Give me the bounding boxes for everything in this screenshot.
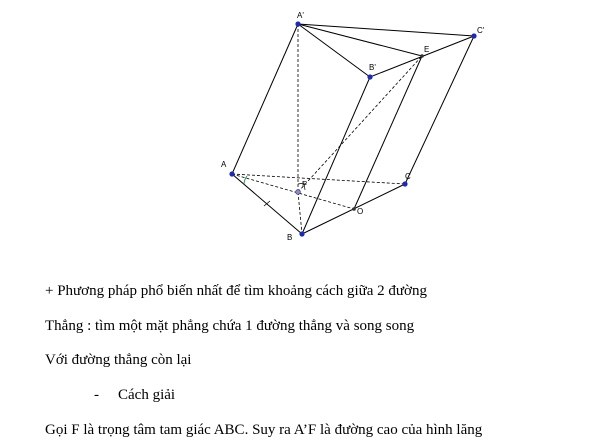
hidden-f-b [298,192,302,234]
paragraph-remaining-line: Với đường thẳng còn lại [45,352,192,368]
point-a-prime [295,21,300,26]
point-b [299,231,304,236]
hidden-a-c [232,174,405,184]
hidden-a-o [232,174,354,209]
point-o [352,207,356,211]
edge-a-prime-b-prime [298,24,370,77]
paragraph-method: + Phương pháp phổ biến nhất để tìm khoảng cách giữa 2 đường [45,283,427,299]
point-e [420,54,424,58]
hidden-f-e [298,56,422,192]
label-a-prime: A' [297,11,304,20]
list-item-solution [94,386,175,404]
point-b-prime [367,74,372,79]
label-a: A [221,160,227,169]
point-c-prime [471,33,476,38]
label-e: E [424,45,430,54]
label-o: O [357,207,364,216]
point-c [402,181,407,186]
point-f [296,190,301,195]
label-b-prime: B' [369,63,376,72]
label-c-prime: C' [477,26,485,35]
point-a [229,171,234,176]
label-c: C [405,172,411,181]
edge-o-e [354,56,422,209]
label-f: F [302,180,307,189]
edge-a-prime-e [298,24,422,56]
edge-a-a-prime [232,24,298,174]
label-b: B [287,233,293,242]
list-dash: - [94,387,99,403]
list-item-label: Cách giải [118,387,176,403]
edge-c-c-prime [405,36,474,184]
edge-a-prime-c-prime [298,24,474,36]
paragraph-plane: Thẳng : tìm một mặt phẳng chứa 1 đường thẳng và song song [45,318,415,334]
paragraph-centroid: Gọi F là trọng tâm tam giác ABC. Suy ra A’F là đường cao của hình lăng [45,422,483,438]
